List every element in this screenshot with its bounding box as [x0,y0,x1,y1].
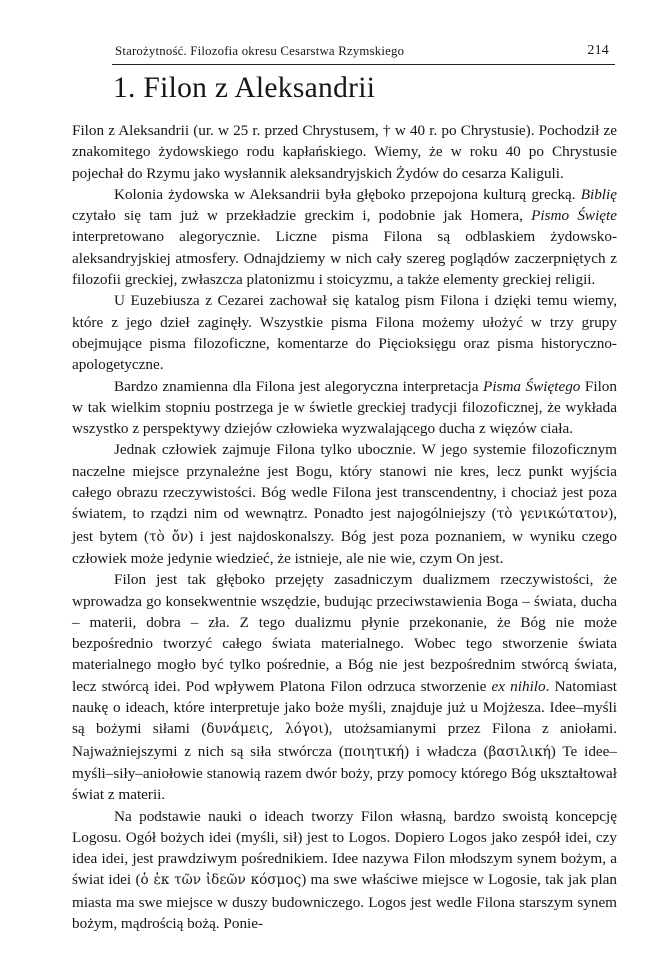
paragraph [72,120,617,184]
text-run: interpretowano alegorycznie. Liczne pisma Filona są odblaskiem żydowsko-aleksandryjskiej atmosfery. Odnajdziemy w nich cały szereg poglądów zaczerpniętych z filozofii greckiej, zwłaszcza platonizmu i stoicyzmu, a także elementy greckiej religii. [72,228,617,289]
paragraph [72,806,617,935]
italic-term: Biblię [580,185,617,203]
greek-term: βασιλική [488,743,551,760]
greek-term: ὁ ἐκ τῶν ἰδεῶν κόσμος [140,872,302,889]
greek-term: ποιητική [343,743,405,760]
text-run: Filon z Aleksandrii (ur. w 25 r. przed Chrystusem, † w 40 r. po Chrystusie). Pochodził ze znakomitego żydowskiego rodu kapłańskiego. Wiemy, że w roku 40 po Chrystusie pojechał do Rzymu jako wysłannik aleksandryjskich Żydów do cesarza Kaliguli. [72,122,617,182]
text-run: czytało się tam już w przekładzie greckim i, podobnie jak Homera, [72,207,532,225]
text-run: ) ma swe właściwe miejsce w Logosie, tak jak plan miasta ma swe miejsce w duszy budowniczego. Logos jest wedle Filona starszym synem bożym, mądrością bożą. Ponie- [72,871,618,932]
text-run: ), jest bytem ( [72,505,617,545]
text-run: Kolonia żydowska w Aleksandrii była głęboko przepojona kulturą grecką. [114,185,581,203]
text-run: Filon jest tak głęboko przejęty zasadniczym dualizmem rzeczywistości, że wprowadza go konsekwentnie wszędzie, budując przeciwstawienia Boga – świata, ducha – materii, dobra – zła. Z tego dualizmu płynie przekonanie, że Bóg nie może bezpośrednio tworzyć całego świata materialnego. Wobec tego stworzenie świata materialnego mogło być tylko pośrednie, a Bóg nie jest bezpośrednim stwórcą świata, lecz stwórcą idei. Pod wpływem Platona Filon odrzuca stworzenie [72,571,617,695]
paragraph [72,290,617,375]
text-run: ) i władcza ( [404,742,489,760]
running-header [115,44,612,59]
text-run: Jednak człowiek zajmuje Filona tylko ubocznie. W jego systemie filozoficznym naczelne miejsce przynależne jest Bogu, który stanowi nie kres, lecz punkt wyjścia całego obrazu rzeczywistości. Bóg wedle Filona jest transcendentny, i chociaż jest poza światem, to rządzi nim od wewnątrz. Ponadto jest najogólniejszy ( [72,441,617,523]
italic-term: ex nihilo [491,677,546,695]
running-title: Starożytność. Filozofia okresu Cesarstwa Rzymskiego [115,44,405,58]
text-run: ) i jest najdoskonalszy. Bóg jest poza poznaniem, w wyniku czego człowiek może jedynie wiedzieć, że istnieje, ale nie wie, czym On jest. [72,527,618,567]
italic-term: Pisma Świętego [483,377,581,395]
header-rule [112,64,615,65]
text-run: U Euzebiusza z Cezarei zachował się katalog pism Filona i dzięki temu wiemy, które z jego dzieł zaginęły. Wszystkie pisma Filona możemy ułożyć w trzy grupy obejmujące pisma filozoficzne, komentarze do Pięcioksięgu oraz pisma historyczno-apologetyczne. [72,292,617,374]
greek-term: τὸ γενικώτατον [496,506,609,523]
text-run: Filon w tak wielkim stopniu postrzega je w świetle greckiej tradycji filozoficznej, że wykłada wszystko z perspektywy dziejów człowieka wyzwalającego ducha z więzów ciała. [72,377,617,438]
text-run: . Natomiast naukę o ideach, które interpretuje jako boże myśli, znajduje już u Mojżesza. Idee–myśli są bożymi siłami ( [72,677,617,738]
body-text [72,120,617,934]
chapter-title: 1. Filon z Aleksandrii [113,72,376,104]
greek-term: τὸ ὄν [149,528,189,545]
paragraph [72,376,617,440]
text-run: ) Te idee–myśli–siły–aniołowie stanowią razem dwór boży, przy pomocy którego Bóg ukształtował świat z materii. [72,742,617,804]
paragraph [72,439,617,569]
text-run: ), utożsamianymi przez Filona z aniołami. Najważniejszymi z nich są siła stwórcza ( [72,720,618,760]
greek-term: δυνάμεις, λόγοι [206,721,324,738]
paragraph [72,184,617,290]
page-number: 214 [587,43,609,58]
text-run: Na podstawie nauki o ideach tworzy Filon własną, bardzo swoistą koncepcję Logosu. Ogół bożych idei (myśli, sił) jest to Logos. Dopiero Logos jako zespół idei, czy idea idei, jest prawdziwym pośrednikiem. Idee nazywa Filon młodszym synem bożym, a świat idei ( [72,807,617,889]
italic-term: Pismo Święte [531,207,617,225]
text-run: Bardzo znamienna dla Filona jest alegoryczna interpretacja [114,377,484,395]
paragraph [72,569,617,805]
